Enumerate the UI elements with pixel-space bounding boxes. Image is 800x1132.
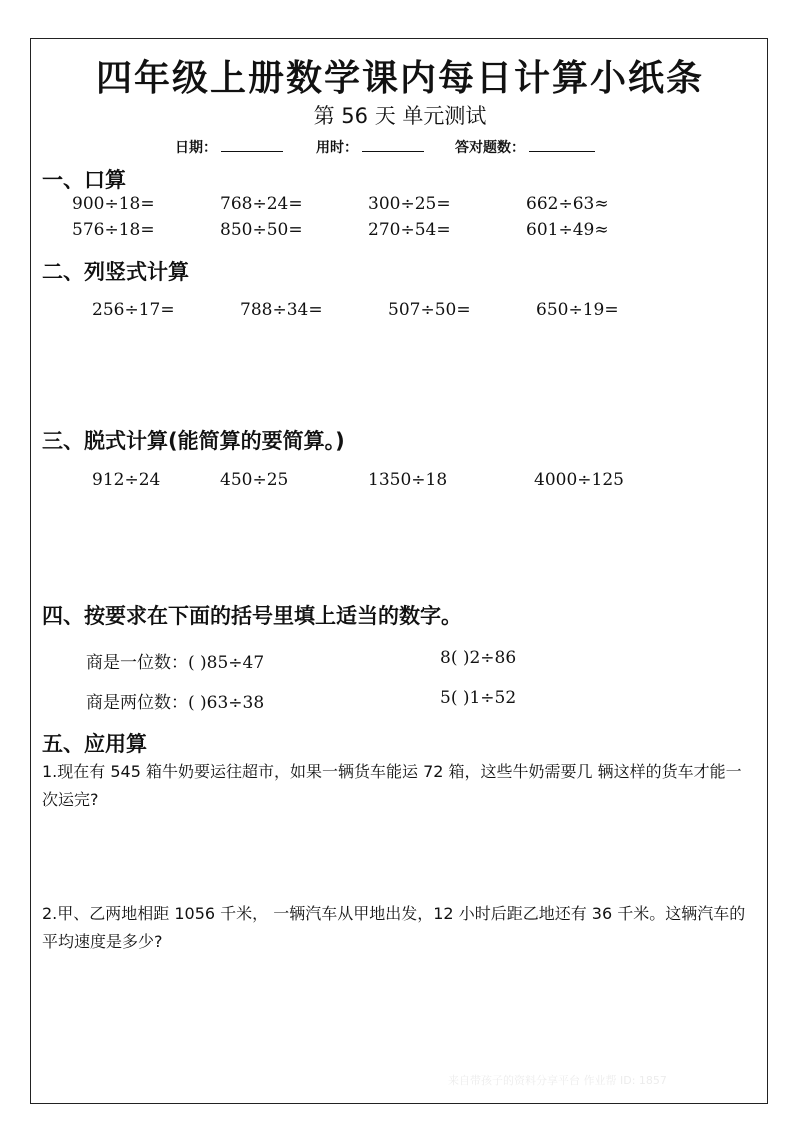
section-2-heading: 二、列竖式计算	[42, 260, 189, 284]
oral-problem: 900÷18=	[72, 194, 155, 214]
oral-problem: 850÷50=	[220, 220, 303, 240]
time-field	[316, 137, 424, 157]
oral-problem: 768÷24=	[220, 194, 303, 214]
stepwise-problem: 1350÷18	[368, 470, 448, 490]
stepwise-problem: 4000÷125	[534, 470, 624, 490]
vertical-problem: 507÷50=	[388, 300, 471, 320]
date-field	[175, 137, 283, 157]
vertical-problem: 256÷17=	[92, 300, 175, 320]
fill-in-problem: 商是一位数：( )85÷47	[86, 653, 265, 673]
time-blank	[362, 137, 424, 152]
section-1-heading: 一、口算	[42, 168, 126, 192]
fill-in-problem: 商是两位数：( )63÷38	[86, 693, 265, 713]
worksheet-subtitle: 第 56 天 单元测试	[313, 104, 487, 128]
section-4-heading: 四、按要求在下面的括号里填上适当的数字。	[42, 604, 462, 628]
score-label: 答对题数：	[455, 140, 525, 156]
fill-in-problem: 8( )2÷86	[440, 648, 517, 668]
oral-problem: 662÷63≈	[526, 194, 609, 214]
word-problem-2: 2.甲、乙两地相距 1056 千米， 一辆汽车从甲地出发，12 小时后距乙地还有 36 千米。这辆汽车的平均速度是多少?	[42, 904, 746, 951]
score-field	[455, 137, 595, 157]
date-label: 日期：	[175, 140, 217, 156]
time-label: 用时：	[316, 140, 358, 156]
section-5-heading: 五、应用算	[42, 732, 147, 756]
fill-in-problem: 5( )1÷52	[440, 688, 517, 708]
vertical-problem: 650÷19=	[536, 300, 619, 320]
oral-problem: 300÷25=	[368, 194, 451, 214]
oral-problem: 270÷54=	[368, 220, 451, 240]
section-3-heading: 三、脱式计算(能简算的要简算。)	[42, 429, 345, 453]
oral-problem: 576÷18=	[72, 220, 155, 240]
worksheet-title: 四年级上册数学课内每日计算小纸条	[95, 58, 704, 99]
score-blank	[529, 137, 595, 152]
word-problem-1: 1.现在有 545 箱牛奶要运往超市，如果一辆货车能运 72 箱，这些牛奶需要几 辆这样的货车才能一次运完?	[42, 762, 742, 809]
watermark: 来自带孩子的资料分享平台 作业帮 ID: 1857	[448, 1074, 667, 1087]
stepwise-problem: 912÷24	[92, 470, 161, 490]
stepwise-problem: 450÷25	[220, 470, 289, 490]
date-blank	[221, 137, 283, 152]
vertical-problem: 788÷34=	[240, 300, 323, 320]
oral-problem: 601÷49≈	[526, 220, 609, 240]
